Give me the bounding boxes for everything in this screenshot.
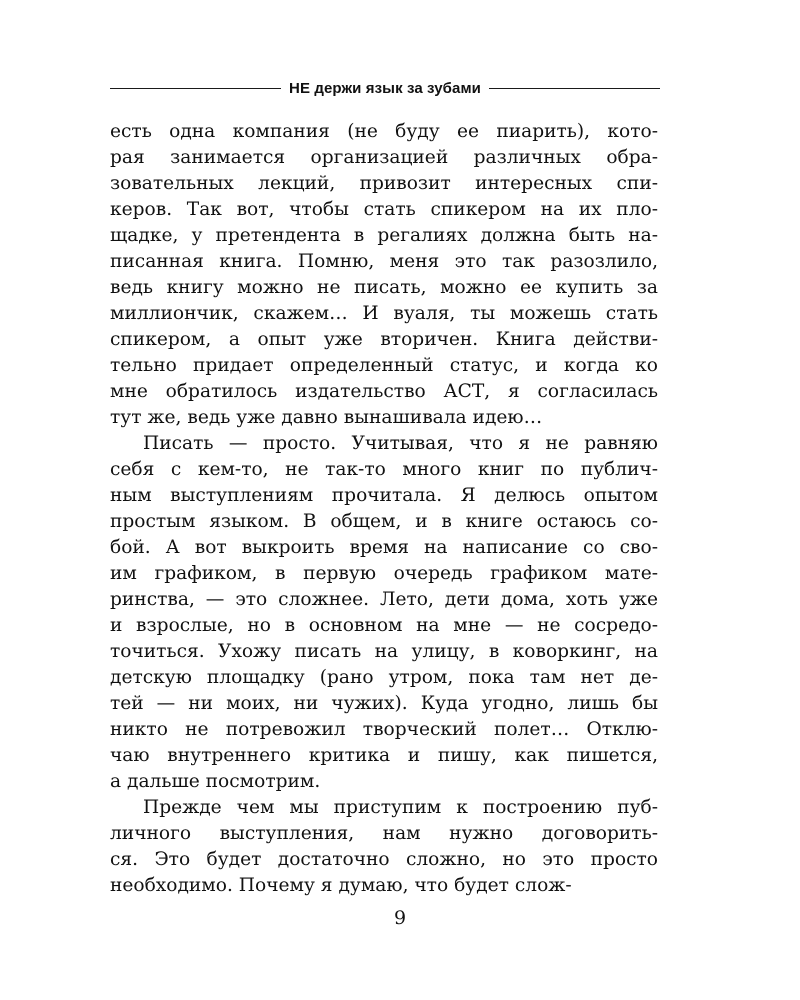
text-line: бой. А вот выкроить время на написание со сво- [110,537,658,558]
text-line: им графиком, в первую очередь графиком мате- [110,563,658,584]
text-line: миллиончик, скажем… И вуаля, ты можешь стать [110,303,658,324]
text-line: зовательных лекций, привозит интересных спи- [110,173,658,194]
text-line: ным выступлениям прочитала. Я делюсь опытом [110,485,658,506]
running-head-title: НЕ держи язык за зубами [289,79,481,97]
page-number: 9 [393,907,407,929]
text-line: мне обратилось издательство АСТ, я согласилась [110,381,658,402]
text-line: необходимо. Почему я думаю, что будет слож- [110,875,572,896]
paragraph [110,431,658,795]
text-line: щадке, у претендента в регалиях должна быть на- [110,225,658,246]
text-line: ся. Это будет достаточно сложно, но это просто [110,849,658,870]
paragraph [110,119,658,431]
text-line: ринства, — это сложнее. Лето, дети дома, хоть уже [110,589,658,610]
body-text [110,119,658,899]
text-line: и взрослые, но в основном на мне — не сосредо- [110,615,658,636]
text-line: точиться. Ухожу писать на улицу, в коворкинг, на [110,641,658,662]
text-line: никто не потревожил творческий полет… Отклю- [110,719,658,740]
running-head-rule-left [110,88,281,89]
text-line: тельно придает определенный статус, и когда ко [110,355,658,376]
paragraph [110,795,658,899]
text-line: есть одна компания (не буду ее пиарить), кото- [110,121,658,142]
running-head-rule-right [489,88,660,89]
text-line: спикером, а опыт уже вторичен. Книга действи- [110,329,658,350]
text-line: керов. Так вот, чтобы стать спикером на их пло- [110,199,658,220]
text-line: детскую площадку (рано утром, пока там нет де- [110,667,658,688]
text-line: а дальше посмотрим. [110,771,321,792]
text-line: Прежде чем мы приступим к построению пуб- [143,797,658,818]
running-head [110,76,660,100]
text-line: рая занимается организацией различных обра- [110,147,658,168]
text-line: себя с кем-то, не так-то много книг по публич- [110,459,658,480]
text-line: Писать — просто. Учитывая, что я не равняю [143,433,658,454]
text-line: ведь книгу можно не писать, можно ее купить за [110,277,658,298]
text-line: чаю внутреннего критика и пишу, как пишется, [110,745,658,766]
text-line: простым языком. В общем, и в книге остаюсь со- [110,511,658,532]
text-line: тей — ни моих, ни чужих). Куда угодно, лишь бы [110,693,658,714]
text-line: тут же, ведь уже давно вынашивала идею… [110,407,543,428]
text-line: писанная книга. Помню, меня это так разозлило, [110,251,658,272]
text-line: личного выступления, нам нужно договорить- [110,823,658,844]
